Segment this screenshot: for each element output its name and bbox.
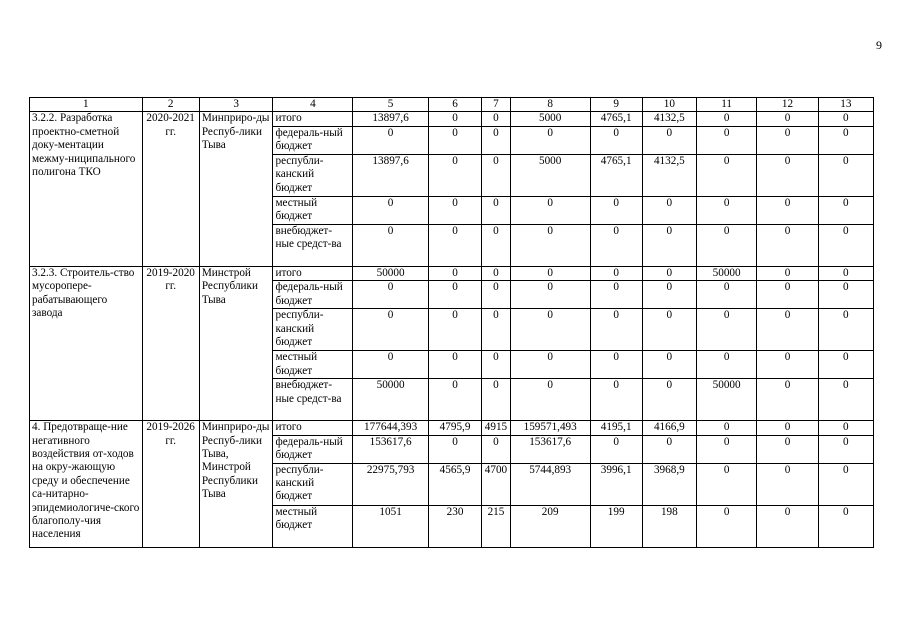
funding-source: федераль-ный бюджет [273, 435, 353, 463]
value-cell: 159571,493 [510, 421, 590, 435]
value-cell: 0 [590, 266, 642, 280]
value-cell: 0 [510, 224, 590, 266]
value-cell: 0 [482, 154, 511, 196]
value-cell: 5744,893 [510, 463, 590, 505]
value-cell: 0 [696, 351, 756, 379]
funding-source: республи-канский бюджет [273, 309, 353, 351]
value-cell: 215 [482, 505, 511, 547]
column-header: 2 [142, 98, 199, 112]
value-cell: 198 [642, 505, 696, 547]
table-row [30, 112, 874, 126]
value-cell: 0 [428, 154, 481, 196]
value-cell: 50000 [353, 379, 429, 421]
value-cell: 0 [590, 435, 642, 463]
value-cell: 0 [642, 435, 696, 463]
column-header: 7 [482, 98, 511, 112]
value-cell: 0 [696, 281, 756, 309]
value-cell: 4795,9 [428, 421, 481, 435]
value-cell: 0 [510, 281, 590, 309]
value-cell: 0 [757, 505, 818, 547]
value-cell: 177644,393 [353, 421, 429, 435]
value-cell: 0 [482, 196, 511, 224]
value-cell: 0 [482, 379, 511, 421]
value-cell: 0 [642, 379, 696, 421]
value-cell: 0 [428, 379, 481, 421]
table-body [30, 112, 874, 547]
value-cell: 0 [428, 126, 481, 154]
value-cell: 1051 [353, 505, 429, 547]
value-cell: 0 [757, 154, 818, 196]
value-cell: 0 [428, 309, 481, 351]
table-row [30, 266, 874, 280]
value-cell: 0 [818, 224, 873, 266]
value-cell: 22975,793 [353, 463, 429, 505]
value-cell: 0 [482, 112, 511, 126]
column-header: 12 [757, 98, 818, 112]
budget-table [29, 97, 874, 548]
value-cell: 0 [757, 463, 818, 505]
value-cell: 0 [757, 435, 818, 463]
value-cell: 0 [590, 351, 642, 379]
value-cell: 0 [482, 435, 511, 463]
funding-source: местный бюджет [273, 351, 353, 379]
value-cell: 153617,6 [510, 435, 590, 463]
funding-source: местный бюджет [273, 196, 353, 224]
value-cell: 0 [642, 266, 696, 280]
value-cell: 0 [428, 196, 481, 224]
value-cell: 0 [818, 435, 873, 463]
value-cell: 0 [482, 266, 511, 280]
value-cell: 13897,6 [353, 112, 429, 126]
column-header: 5 [353, 98, 429, 112]
value-cell: 209 [510, 505, 590, 547]
value-cell: 4166,9 [642, 421, 696, 435]
value-cell: 3968,9 [642, 463, 696, 505]
column-header: 1 [30, 98, 143, 112]
value-cell: 0 [696, 112, 756, 126]
value-cell: 4700 [482, 463, 511, 505]
value-cell: 5000 [510, 154, 590, 196]
value-cell: 0 [482, 309, 511, 351]
value-cell: 3996,1 [590, 463, 642, 505]
value-cell: 0 [510, 309, 590, 351]
value-cell: 0 [818, 281, 873, 309]
value-cell: 0 [642, 196, 696, 224]
value-cell: 0 [757, 266, 818, 280]
table-row [30, 421, 874, 435]
value-cell: 0 [482, 224, 511, 266]
value-cell: 0 [696, 196, 756, 224]
value-cell: 0 [696, 126, 756, 154]
value-cell: 230 [428, 505, 481, 547]
value-cell: 50000 [696, 266, 756, 280]
responsible: Минприро-ды Респуб-лики Тыва, Минстрой Республики Тыва [199, 421, 273, 547]
value-cell: 0 [428, 224, 481, 266]
funding-source: федераль-ный бюджет [273, 126, 353, 154]
value-cell: 0 [642, 351, 696, 379]
value-cell: 0 [757, 309, 818, 351]
period: 2019-2020 гг. [142, 266, 199, 420]
value-cell: 0 [642, 126, 696, 154]
value-cell: 0 [510, 266, 590, 280]
funding-source: местный бюджет [273, 505, 353, 547]
value-cell: 0 [590, 224, 642, 266]
value-cell: 0 [353, 351, 429, 379]
value-cell: 4132,5 [642, 154, 696, 196]
value-cell: 4132,5 [642, 112, 696, 126]
column-header: 4 [273, 98, 353, 112]
value-cell: 4195,1 [590, 421, 642, 435]
value-cell: 0 [818, 196, 873, 224]
funding-source: республи-канский бюджет [273, 154, 353, 196]
value-cell: 0 [757, 224, 818, 266]
period: 2019-2026 гг. [142, 421, 199, 547]
period: 2020-2021 гг. [142, 112, 199, 266]
column-header: 6 [428, 98, 481, 112]
value-cell: 0 [818, 379, 873, 421]
value-cell: 0 [757, 196, 818, 224]
funding-source: итого [273, 266, 353, 280]
column-header: 13 [818, 98, 873, 112]
value-cell: 0 [428, 435, 481, 463]
measure-name: 4. Предотвраще-ние негативного воздействия от-ходов на окру-жающую среду и обеспечение са-нитарно-эпидемиологиче-ского благополу-чия населения [30, 421, 143, 547]
value-cell: 0 [428, 266, 481, 280]
value-cell: 0 [757, 421, 818, 435]
value-cell: 0 [590, 281, 642, 309]
value-cell: 13897,6 [353, 154, 429, 196]
value-cell: 0 [482, 351, 511, 379]
value-cell: 0 [757, 379, 818, 421]
measure-name: 3.2.3. Строитель-ство мусоропере-рабатывающего завода [30, 266, 143, 420]
responsible: Минстрой Республики Тыва [199, 266, 273, 420]
funding-source: республи-канский бюджет [273, 463, 353, 505]
value-cell: 0 [818, 351, 873, 379]
value-cell: 0 [696, 154, 756, 196]
value-cell: 0 [696, 505, 756, 547]
value-cell: 0 [642, 281, 696, 309]
value-cell: 4565,9 [428, 463, 481, 505]
responsible: Минприро-ды Респуб-лики Тыва [199, 112, 273, 266]
value-cell: 4765,1 [590, 112, 642, 126]
funding-source: итого [273, 421, 353, 435]
value-cell: 0 [353, 281, 429, 309]
value-cell: 0 [353, 309, 429, 351]
value-cell: 0 [757, 112, 818, 126]
value-cell: 0 [818, 154, 873, 196]
column-header: 11 [696, 98, 756, 112]
value-cell: 0 [696, 309, 756, 351]
value-cell: 0 [818, 309, 873, 351]
column-header: 8 [510, 98, 590, 112]
value-cell: 4765,1 [590, 154, 642, 196]
value-cell: 0 [482, 281, 511, 309]
value-cell: 4915 [482, 421, 511, 435]
value-cell: 0 [642, 224, 696, 266]
column-header: 10 [642, 98, 696, 112]
value-cell: 0 [510, 351, 590, 379]
value-cell: 0 [818, 421, 873, 435]
value-cell: 0 [757, 126, 818, 154]
funding-source: итого [273, 112, 353, 126]
value-cell: 0 [757, 281, 818, 309]
value-cell: 0 [428, 281, 481, 309]
value-cell: 5000 [510, 112, 590, 126]
value-cell: 0 [590, 379, 642, 421]
funding-source: внебюджет-ные средст-ва [273, 224, 353, 266]
value-cell: 0 [428, 112, 481, 126]
value-cell: 0 [818, 463, 873, 505]
measure-name: 3.2.2. Разработка проектно-сметной доку-ментации межму-ниципального полигона ТКО [30, 112, 143, 266]
page-number: 9 [876, 38, 882, 52]
value-cell: 0 [353, 196, 429, 224]
value-cell: 0 [590, 196, 642, 224]
value-cell: 0 [642, 309, 696, 351]
funding-source: внебюджет-ные средст-ва [273, 379, 353, 421]
funding-source: федераль-ный бюджет [273, 281, 353, 309]
value-cell: 0 [818, 505, 873, 547]
value-cell: 0 [818, 112, 873, 126]
value-cell: 153617,6 [353, 435, 429, 463]
value-cell: 50000 [353, 266, 429, 280]
value-cell: 0 [696, 224, 756, 266]
value-cell: 0 [696, 435, 756, 463]
value-cell: 0 [510, 379, 590, 421]
value-cell: 0 [510, 126, 590, 154]
column-header: 9 [590, 98, 642, 112]
value-cell: 0 [757, 351, 818, 379]
value-cell: 0 [428, 351, 481, 379]
value-cell: 0 [510, 196, 590, 224]
value-cell: 0 [353, 126, 429, 154]
value-cell: 50000 [696, 379, 756, 421]
value-cell: 0 [353, 224, 429, 266]
value-cell: 199 [590, 505, 642, 547]
value-cell: 0 [818, 126, 873, 154]
value-cell: 0 [696, 421, 756, 435]
header-row [30, 98, 874, 112]
value-cell: 0 [696, 463, 756, 505]
value-cell: 0 [818, 266, 873, 280]
value-cell: 0 [590, 126, 642, 154]
value-cell: 0 [482, 126, 511, 154]
value-cell: 0 [590, 309, 642, 351]
column-header: 3 [199, 98, 273, 112]
